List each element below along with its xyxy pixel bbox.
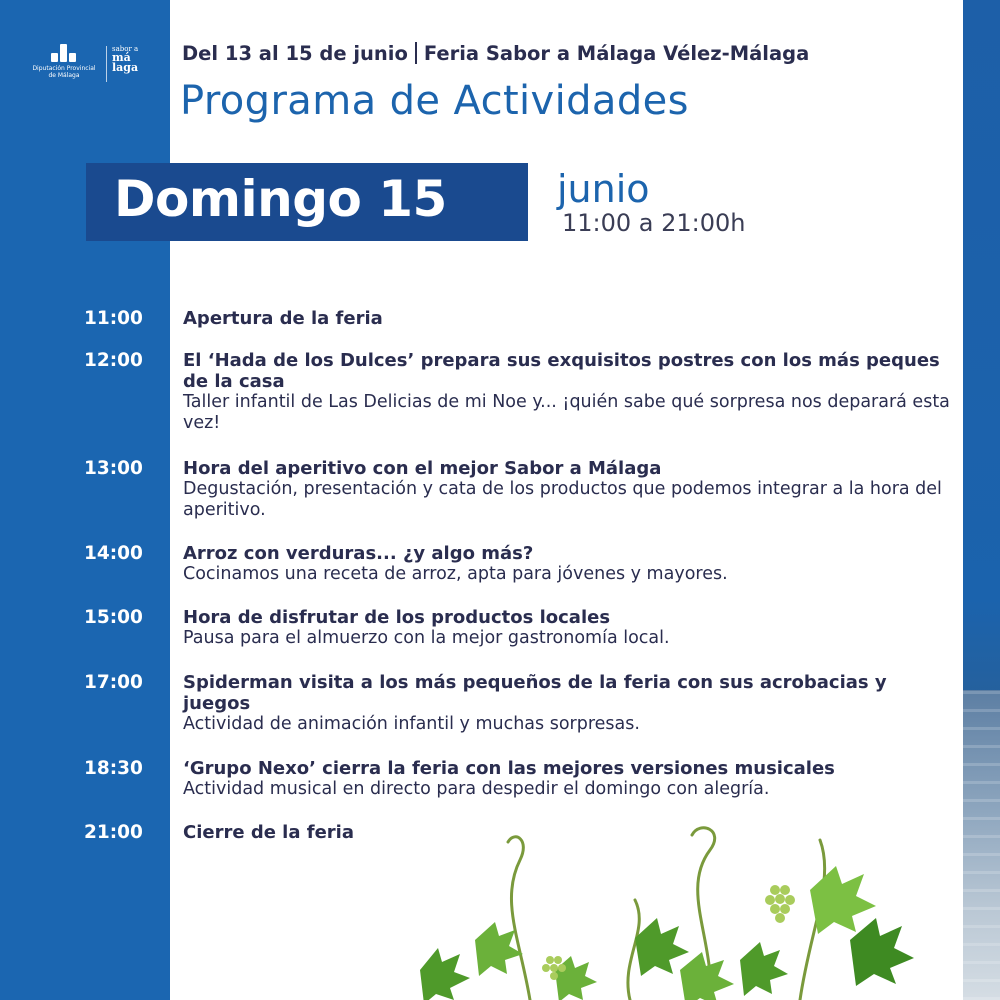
schedule-time: 18:30	[84, 758, 143, 779]
logo-divider	[106, 46, 107, 82]
schedule-time: 11:00	[84, 308, 143, 329]
sabor-logo-big-1: má	[112, 51, 131, 64]
schedule-time: 12:00	[84, 350, 143, 371]
day-month: junio	[557, 167, 650, 211]
diputacion-logo	[28, 44, 100, 84]
event-header	[182, 42, 962, 65]
schedule-description: Cocinamos una receta de arroz, apta para jóvenes y mayores.	[183, 564, 728, 584]
schedule-time: 13:00	[84, 458, 143, 479]
schedule-time: 14:00	[84, 543, 143, 564]
page-title: Programa de Actividades	[180, 78, 689, 124]
schedule-title: Spiderman visita a los más pequeños de la feria con sus acrobacias y juegos	[183, 672, 887, 714]
schedule-title: Hora de disfrutar de los productos locales	[183, 607, 611, 628]
schedule-time: 21:00	[84, 822, 143, 843]
schedule-title: El ‘Hada de los Dulces’ prepara sus exquisitos postres con los más peques de la casa	[183, 350, 940, 392]
diputacion-logo-text-2: de Málaga	[48, 72, 80, 79]
header-separator	[415, 42, 417, 64]
schedule-description: Pausa para el almuerzo con la mejor gastronomía local.	[183, 628, 670, 648]
schedule-title: Apertura de la feria	[183, 308, 383, 329]
sabor-logo-big-2: laga	[112, 61, 139, 74]
schedule-time: 17:00	[84, 672, 143, 693]
town-photo-strip	[963, 690, 1000, 1000]
day-banner	[86, 163, 528, 241]
schedule-description: Actividad de animación infantil y muchas sorpresas.	[183, 714, 640, 734]
schedule-description: Actividad musical en directo para despedir el domingo con alegría.	[183, 779, 770, 799]
sabor-logo-small: sabor a	[112, 45, 139, 53]
event-name: Feria Sabor a Málaga Vélez-Málaga	[423, 42, 810, 65]
grapevine-leaves-icon	[380, 820, 965, 1000]
right-color-band	[963, 0, 1000, 1000]
schedule-description: Degustación, presentación y cata de los productos que podemos integrar a la hora del aperitivo.	[183, 479, 942, 520]
schedule-title: Arroz con verduras... ¿y algo más?	[183, 543, 534, 564]
schedule-title: Cierre de la feria	[183, 822, 354, 843]
schedule-title: ‘Grupo Nexo’ cierra la feria con las mejores versiones musicales	[183, 758, 835, 779]
diputacion-logo-text-1: Diputación Provincial	[32, 65, 96, 72]
schedule-time: 15:00	[84, 607, 143, 628]
left-color-band	[0, 0, 170, 1000]
schedule-title: Hora del aperitivo con el mejor Sabor a Málaga	[183, 458, 662, 479]
event-dates: Del 13 al 15 de junio	[182, 42, 408, 65]
day-label: Domingo 15	[114, 170, 447, 228]
diputacion-m-icon	[51, 44, 77, 62]
day-hours: 11:00 a 21:00h	[562, 209, 746, 237]
schedule-description: Taller infantil de Las Delicias de mi Noe y... ¡quién sabe qué sorpresa nos deparará esta vez!	[183, 392, 950, 433]
sabor-a-malaga-logo	[112, 46, 146, 82]
